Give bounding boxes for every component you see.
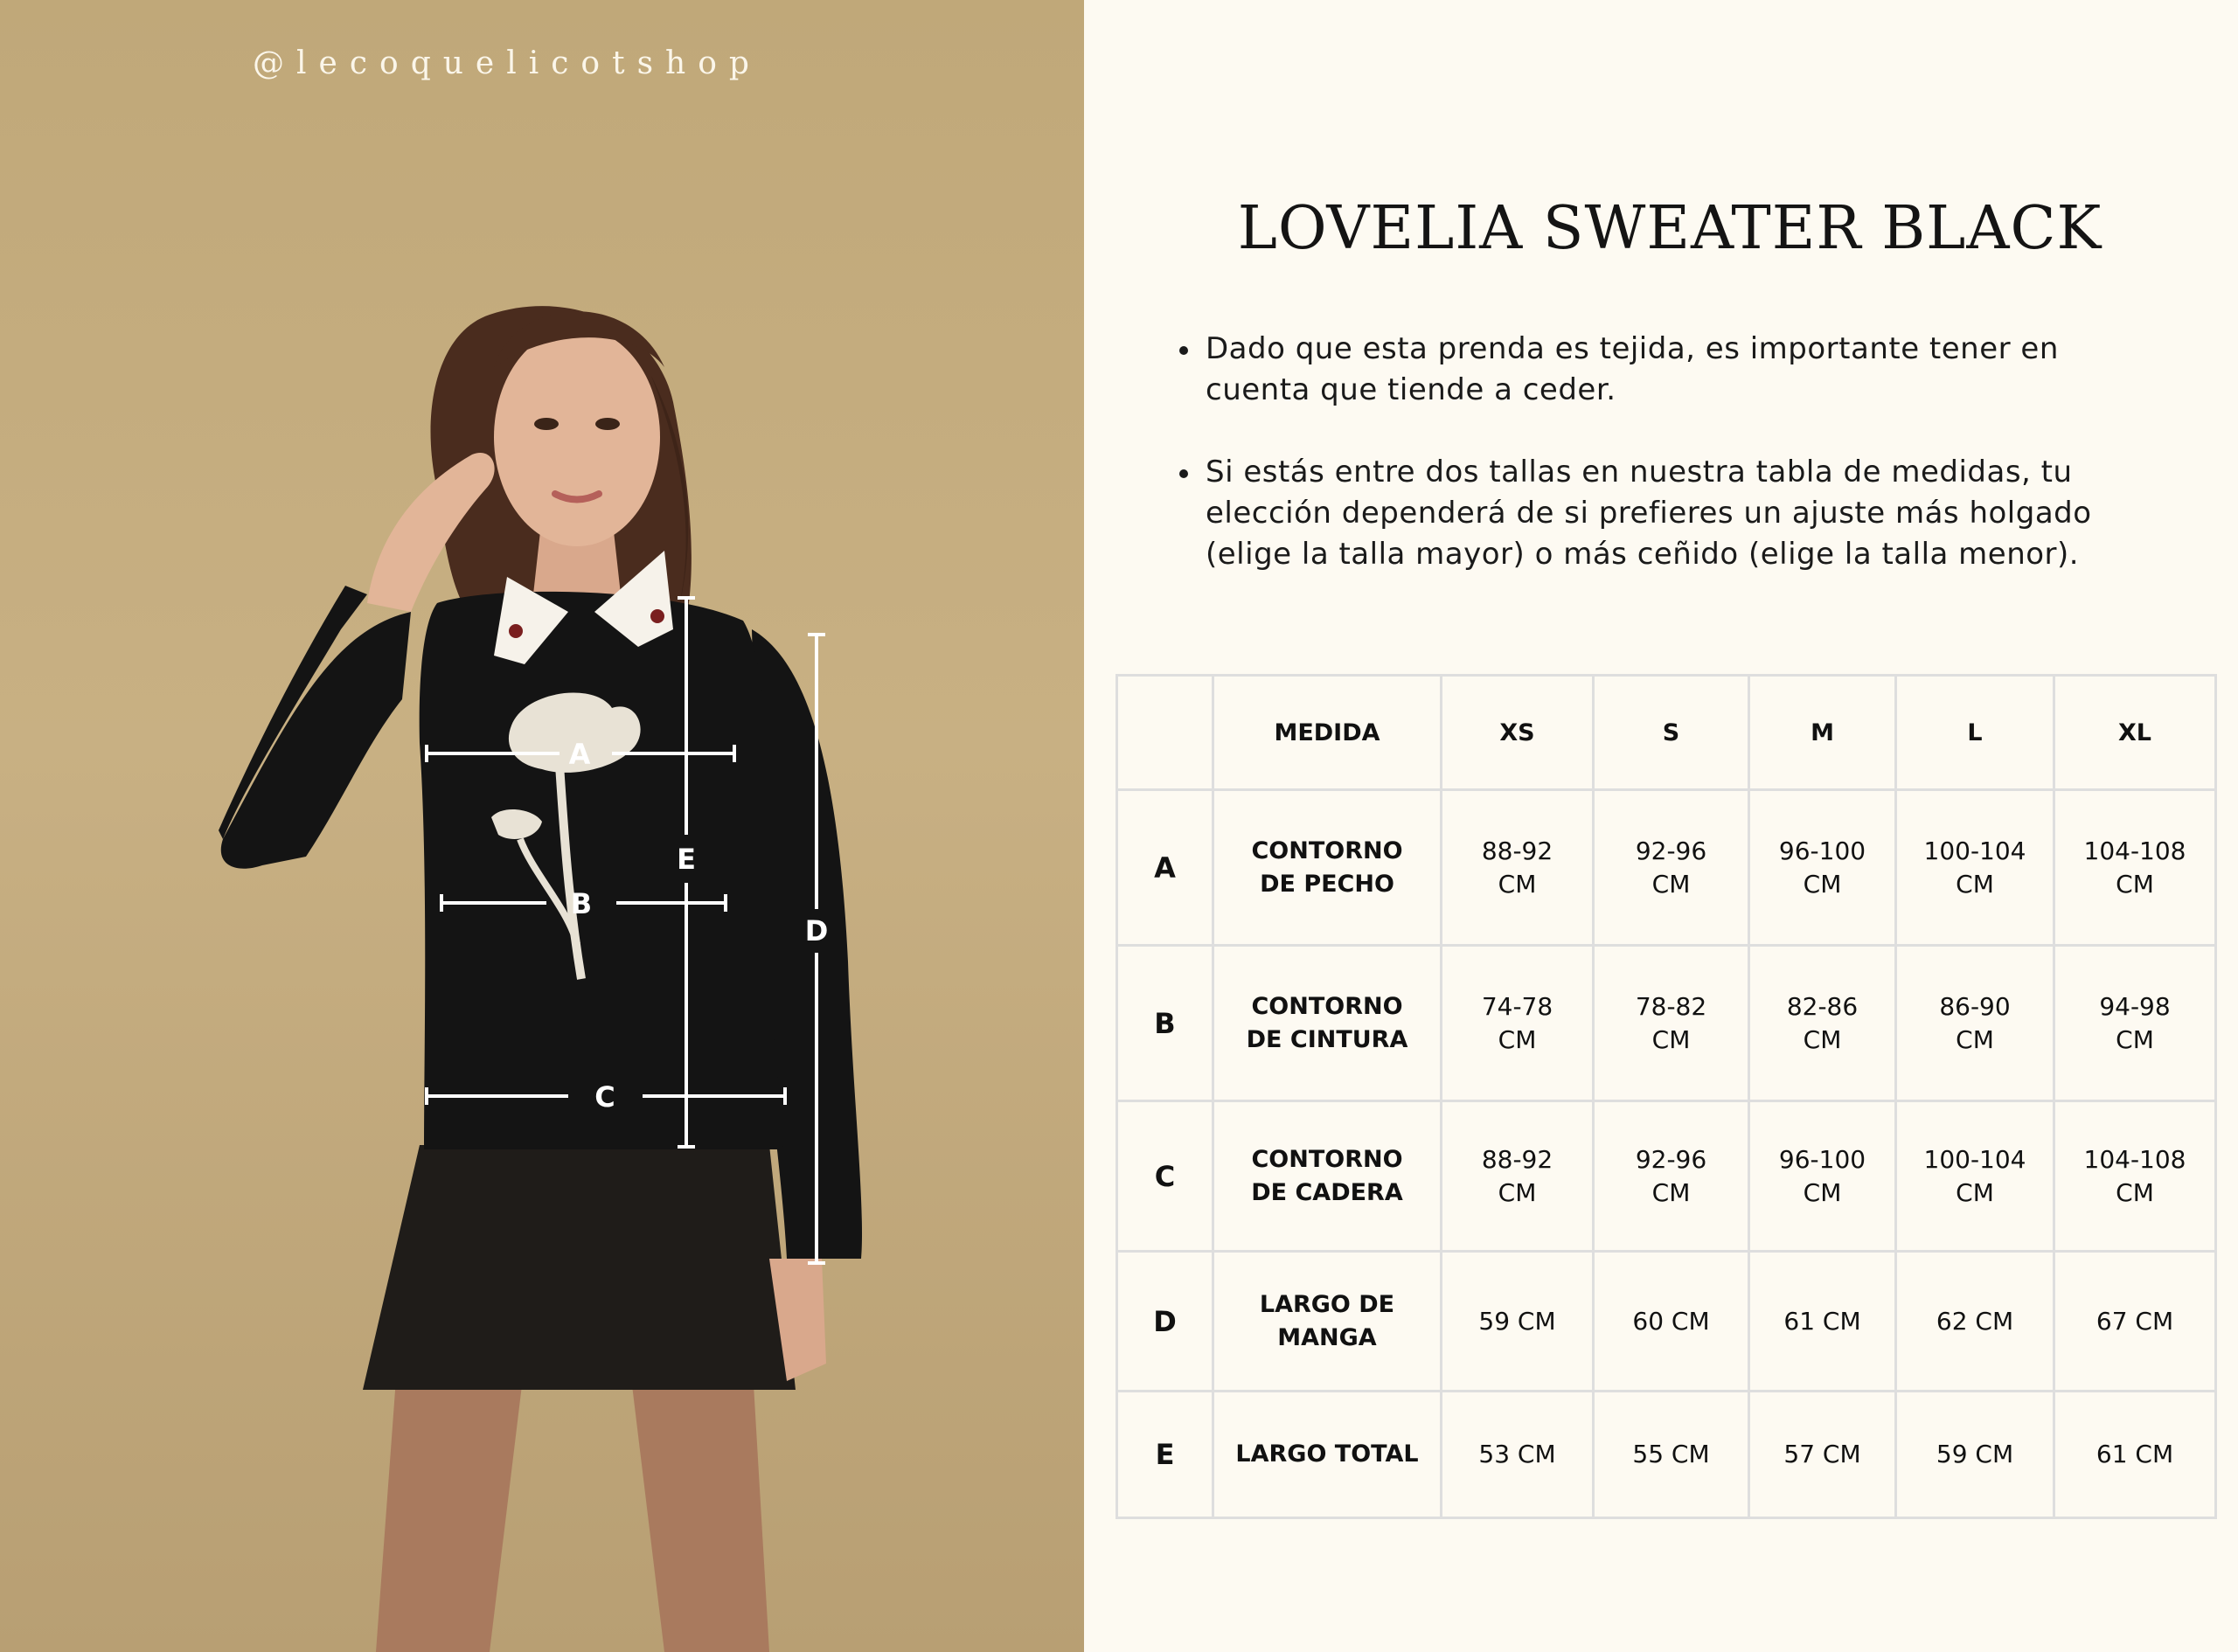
table-cell: 88-92 CM [1442, 790, 1594, 946]
table-row [1117, 946, 2216, 1101]
table-cell: 94-98 CM [2054, 946, 2216, 1101]
note-item: Dado que esta prenda es tejida, es importante tener en cuenta que tiende a ceder. [1176, 329, 2146, 411]
table-cell: 74-78 CM [1442, 946, 1594, 1101]
table-cell: 96-100 CM [1749, 790, 1896, 946]
table-cell: 59 CM [1896, 1392, 2054, 1518]
table-cell: 100-104 CM [1896, 1101, 2054, 1252]
header-size: XS [1442, 676, 1594, 790]
table-cell: 92-96 CM [1594, 1101, 1749, 1252]
dimension-label-e: E [677, 843, 696, 876]
row-measure: LARGO DE MANGA [1213, 1252, 1442, 1392]
row-measure: LARGO TOTAL [1213, 1392, 1442, 1518]
product-photo [0, 0, 1084, 1652]
header-size: L [1896, 676, 2054, 790]
header-measure: MEDIDA [1213, 676, 1442, 790]
dimension-label-d: D [804, 914, 829, 947]
row-code: A [1117, 790, 1213, 946]
table-cell: 60 CM [1594, 1252, 1749, 1392]
dimension-label-a: A [568, 738, 591, 771]
row-measure: CONTORNO DE CADERA [1213, 1101, 1442, 1252]
row-code: C [1117, 1101, 1213, 1252]
table-cell: 100-104 CM [1896, 790, 2054, 946]
table-cell: 62 CM [1896, 1252, 2054, 1392]
row-code: D [1117, 1252, 1213, 1392]
note-item: Si estás entre dos tallas en nuestra tabla de medidas, tu elección dependerá de si prefieres un ajuste más holgado (elige la talla mayor) o más ceñido (elige la talla menor). [1176, 452, 2146, 575]
product-title: LOVELIA SWEATER BLACK [1237, 194, 2102, 263]
header-code [1117, 676, 1213, 790]
table-cell: 57 CM [1749, 1392, 1896, 1518]
table-cell: 86-90 CM [1896, 946, 2054, 1101]
row-code: B [1117, 946, 1213, 1101]
dimension-label-b: B [570, 887, 593, 920]
table-header-row [1117, 676, 2216, 790]
size-table [1116, 674, 2217, 1519]
brand-handle: @lecoquelicotshop [253, 45, 761, 81]
table-cell: 59 CM [1442, 1252, 1594, 1392]
table-row [1117, 1101, 2216, 1252]
table-cell: 53 CM [1442, 1392, 1594, 1518]
table-cell: 61 CM [1749, 1252, 1896, 1392]
table-cell: 96-100 CM [1749, 1101, 1896, 1252]
table-row [1117, 1252, 2216, 1392]
row-measure: CONTORNO DE CINTURA [1213, 946, 1442, 1101]
table-cell: 88-92 CM [1442, 1101, 1594, 1252]
row-measure: CONTORNO DE PECHO [1213, 790, 1442, 946]
model-figure [0, 0, 1084, 1652]
table-cell: 104-108 CM [2054, 790, 2216, 946]
table-cell: 78-82 CM [1594, 946, 1749, 1101]
header-size: M [1749, 676, 1896, 790]
table-cell: 104-108 CM [2054, 1101, 2216, 1252]
care-notes [1176, 329, 2146, 616]
dimension-label-c: C [594, 1080, 615, 1114]
row-code: E [1117, 1392, 1213, 1518]
header-size: S [1594, 676, 1749, 790]
table-cell: 55 CM [1594, 1392, 1749, 1518]
table-cell: 67 CM [2054, 1252, 2216, 1392]
table-cell: 82-86 CM [1749, 946, 1896, 1101]
table-row [1117, 790, 2216, 946]
table-cell: 61 CM [2054, 1392, 2216, 1518]
table-row [1117, 1392, 2216, 1518]
header-size: XL [2054, 676, 2216, 790]
table-cell: 92-96 CM [1594, 790, 1749, 946]
